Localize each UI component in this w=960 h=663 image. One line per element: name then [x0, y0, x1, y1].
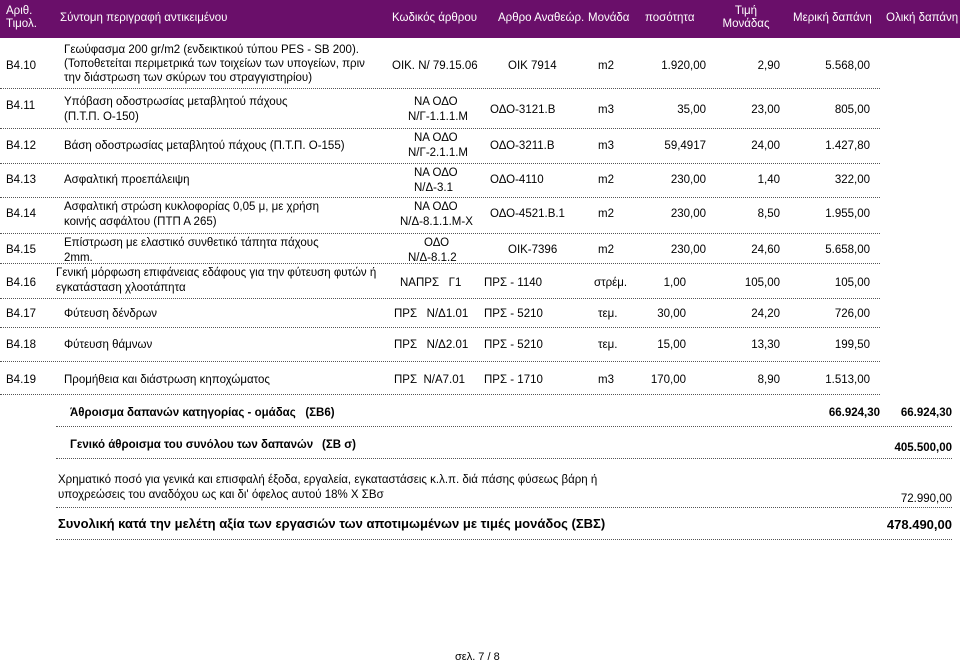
row-divider: [0, 197, 880, 198]
row-divider: [0, 298, 880, 299]
row-description: κοινής ασφάλτου (ΠΤΠ Α 265): [64, 216, 217, 228]
row-qty: 15,00: [657, 339, 686, 351]
row-analysis: ΟΔΟ-4110: [490, 174, 544, 186]
row-no: Β4.13: [6, 174, 37, 186]
row-analysis: ΠΡΣ - 5210: [484, 308, 543, 320]
row-partial: 5.658,00: [825, 244, 870, 256]
row-divider: [56, 426, 952, 427]
row-price: 105,00: [744, 277, 780, 289]
row-description: Ασφαλτική στρώση κυκλοφορίας 0,05 μ, με χρήση: [64, 201, 320, 213]
general-sum-label: Γενικό άθροισμα του συνόλου των δαπανών: [70, 439, 314, 451]
row-no: Β4.10: [6, 60, 37, 72]
row-code: Ν/Δ-8.1.1.Μ-Χ: [400, 216, 473, 228]
overhead-text: Χρηματικό ποσό για γενικά και επισφαλή έξοδα, εργαλεία, εγκαταστάσεις κ.λ.π. διά πάσης φύσεως βάρη ή: [58, 474, 598, 486]
row-divider: [0, 361, 880, 362]
row-partial: 199,50: [834, 339, 870, 351]
row-divider: [0, 128, 880, 129]
row-unit: m3: [598, 374, 614, 386]
row-analysis: ΟΙΚ 7914: [508, 60, 557, 72]
row-description: Ασφαλτική προεπάλειψη: [64, 174, 190, 186]
row-partial: 322,00: [834, 174, 870, 186]
row-price: 24,60: [751, 244, 780, 256]
row-unit: m3: [598, 140, 614, 152]
row-price: 13,30: [751, 339, 780, 351]
row-partial: 1.513,00: [825, 374, 870, 386]
row-code: ΝΑ ΟΔΟ: [414, 167, 458, 179]
row-description: Φύτευση θάμνων: [64, 339, 153, 351]
row-description: Γενική μόρφωση επιφάνειας εδάφους για την φύτευση φυτών ή: [56, 267, 377, 279]
overhead-total: 72.990,00: [900, 493, 952, 505]
row-divider: [0, 394, 880, 395]
row-description: Υπόβαση οδοστρωσίας μεταβλητού πάχους: [64, 96, 288, 108]
page-number: σελ. 7 / 8: [455, 651, 500, 663]
row-no: Β4.19: [6, 374, 37, 386]
row-code: ΝΑ ΟΔΟ: [414, 96, 458, 108]
header-unit: Μονάδα: [588, 12, 630, 24]
overhead-text: υποχρεώσεις του αναδόχου ως και δι' όφελος αυτού 18% Χ ΣΒσ: [58, 489, 384, 501]
final-sum-label: Συνολική κατά την μελέτη αξία των εργασιών των αποτιμωμένων με τιμές μονάδος (ΣΒΣ): [58, 516, 606, 531]
header-code: Κωδικός άρθρου: [392, 12, 478, 24]
row-qty: 230,00: [670, 208, 706, 220]
header-no: Αριθ. Τιμολ.: [6, 5, 37, 30]
row-code: Ν/Δ-8.1.2: [408, 252, 457, 264]
row-analysis: ΠΡΣ - 1710: [484, 374, 543, 386]
row-code: ΠΡΣ Ν/Δ1.01: [394, 308, 469, 320]
row-description: Επίστρωση με ελαστικό συνθετικό τάπητα πάχους: [64, 237, 319, 249]
row-description: (Π.Τ.Π. Ο-150): [64, 111, 139, 123]
row-divider: [56, 458, 952, 459]
row-unit: m2: [598, 208, 614, 220]
row-price: 2,90: [757, 60, 780, 72]
row-code: ΠΡΣ Ν/Δ2.01: [394, 339, 469, 351]
row-no: Β4.11: [6, 100, 36, 112]
row-qty: 230,00: [670, 244, 706, 256]
final-sum-total: 478.490,00: [886, 517, 952, 532]
row-qty: 1.920,00: [661, 60, 706, 72]
group-sum-partial: 66.924,30: [828, 407, 880, 419]
row-qty: 59,4917: [664, 140, 706, 152]
table-header: [0, 0, 960, 38]
row-divider: [0, 327, 880, 328]
row-code: ΝΑ ΟΔΟ: [414, 201, 458, 213]
row-unit: m2: [598, 174, 614, 186]
row-partial: 1.427,80: [825, 140, 870, 152]
row-analysis: ΟΔΟ-3211.Β: [490, 140, 555, 152]
row-qty: 1,00: [663, 277, 686, 289]
row-no: Β4.12: [6, 140, 37, 152]
row-price: 23,00: [751, 104, 780, 116]
row-no: Β4.15: [6, 244, 37, 256]
header-total: Ολική δαπάνη: [886, 12, 959, 24]
row-partial: 5.568,00: [825, 60, 870, 72]
row-description: Φύτευση δένδρων: [64, 308, 158, 320]
row-qty: 35,00: [677, 104, 706, 116]
row-price: 1,40: [757, 174, 780, 186]
row-partial: 726,00: [834, 308, 870, 320]
row-qty: 170,00: [650, 374, 686, 386]
row-qty: 30,00: [657, 308, 686, 320]
header-description: Σύντομη περιγραφή αντικειμένου: [60, 12, 228, 24]
row-analysis: ΠΡΣ - 1140: [484, 277, 543, 289]
row-description: Βάση οδοστρωσίας μεταβλητού πάχους (Π.Τ.Π. Ο-155): [64, 140, 345, 152]
header-qty: ποσότητα: [645, 12, 695, 24]
row-unit: m2: [598, 60, 614, 72]
row-code: Ν/Γ-2.1.1.Μ: [408, 147, 469, 159]
row-unit: m2: [598, 244, 614, 256]
row-analysis: ΟΔΟ-3121.Β: [490, 104, 556, 116]
row-code: ΟΔΟ: [424, 237, 450, 249]
row-qty: 230,00: [670, 174, 706, 186]
row-divider: [56, 539, 952, 540]
row-code: ΝΑ ΟΔΟ: [414, 132, 458, 144]
row-description: την διάστρωση των σκύρων του στραγγιστηρίου): [64, 72, 313, 84]
row-description: Γεωύφασμα 200 gr/m2 (ενδεικτικού τύπου PES - SB 200).: [64, 44, 359, 56]
row-unit: τεμ.: [598, 308, 618, 320]
row-partial: 1.955,00: [825, 208, 870, 220]
row-code: ΝΑΠΡΣ Γ1: [400, 277, 462, 289]
row-description: 2mm.: [64, 252, 93, 264]
row-divider: [0, 233, 880, 234]
row-code: ΟΙΚ. Ν/ 79.15.06: [392, 60, 478, 72]
row-code: ΠΡΣ Ν/Α7.01: [394, 374, 466, 386]
row-description: Προμήθεια και διάστρωση κηποχώματος: [64, 374, 270, 386]
row-analysis: ΟΔΟ-4521.Β.1: [490, 208, 565, 220]
header-partial: Μερική δαπάνη: [793, 12, 872, 24]
group-sum-total: 66.924,30: [900, 407, 952, 419]
row-no: Β4.18: [6, 339, 37, 351]
row-partial: 805,00: [834, 104, 870, 116]
row-unit: m3: [598, 104, 614, 116]
row-partial: 105,00: [834, 277, 870, 289]
row-code: Ν/Γ-1.1.1.Μ: [408, 111, 469, 123]
row-price: 8,50: [757, 208, 780, 220]
row-unit: στρέμ.: [594, 277, 628, 289]
row-no: Β4.17: [6, 308, 37, 320]
row-no: Β4.16: [6, 277, 37, 289]
row-no: Β4.14: [6, 208, 37, 220]
row-code: Ν/Δ-3.1: [414, 182, 453, 194]
row-divider: [0, 88, 880, 89]
row-analysis: ΟΙΚ-7396: [508, 244, 558, 256]
row-price: 24,20: [751, 308, 780, 320]
row-price: 24,00: [751, 140, 780, 152]
row-divider: [0, 163, 880, 164]
row-description: εγκατάσταση χλοοτάπητα: [56, 282, 186, 294]
group-sum-label: Άθροισμα δαπανών κατηγορίας - ομάδας (ΣΒ6): [70, 407, 335, 419]
row-analysis: ΠΡΣ - 5210: [484, 339, 543, 351]
row-unit: τεμ.: [598, 339, 618, 351]
row-price: 8,90: [757, 374, 780, 386]
row-divider: [56, 507, 952, 508]
row-description: (Τοποθετείται περιμετρικά των τοιχείων των υπογείων, πριν: [64, 58, 365, 70]
row-divider: [0, 263, 880, 264]
header-price: Τιμή Μονάδας: [722, 5, 770, 30]
general-sum-code: (ΣΒ σ): [322, 439, 356, 451]
general-sum-total: 405.500,00: [894, 442, 952, 454]
header-analysis: Αρθρο Αναθεώρ.: [498, 12, 585, 24]
